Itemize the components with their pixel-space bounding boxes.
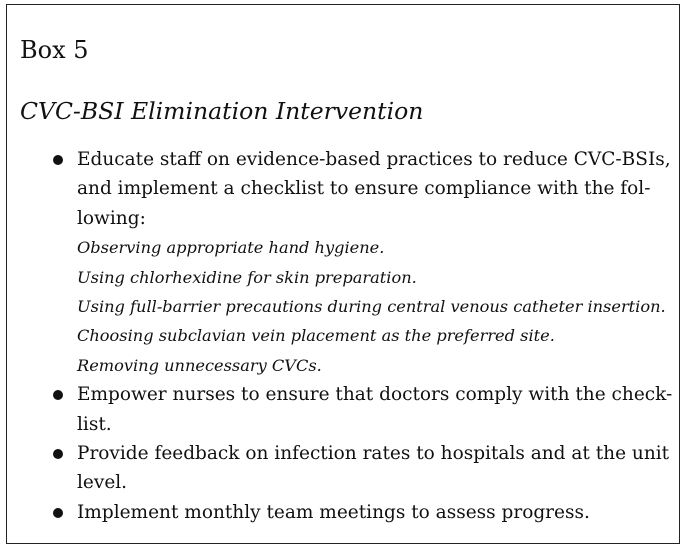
bullet-item-feedback xyxy=(7,439,677,498)
bullet-list xyxy=(7,145,677,527)
bullet-text-line: Empower nurses to ensure that doctors comply with the check- xyxy=(77,384,673,406)
bullet-text-line: level. xyxy=(77,472,128,494)
bullet-item-team-meetings xyxy=(7,498,677,527)
bullet-text-line: and implement a checklist to ensure compliance with the fol- xyxy=(77,178,651,200)
bullet-item-education xyxy=(7,145,677,380)
checklist-item-full-barrier: Using full-barrier precautions during central venous catheter insertion. xyxy=(77,297,666,317)
box-label: Box 5 xyxy=(20,36,89,64)
bullet-text-line: Implement monthly team meetings to assess progress. xyxy=(77,501,590,523)
box-title: CVC-BSI Elimination Intervention xyxy=(20,97,424,125)
bullet-dot-icon xyxy=(53,155,63,165)
checklist-items xyxy=(77,233,665,380)
bullet-text-line: Educate staff on evidence-based practices to reduce CVC-BSIs, xyxy=(77,149,671,170)
bullet-item-empower-nurses xyxy=(7,380,677,439)
checklist-item-hand-hygiene: Observing appropriate hand hygiene. xyxy=(77,238,385,258)
bullet-text-line: lowing: xyxy=(77,207,146,229)
bullet-dot-icon xyxy=(53,508,63,518)
checklist-item-chlorhexidine: Using chlorhexidine for skin preparation. xyxy=(77,267,417,287)
bullet-dot-icon xyxy=(53,390,63,400)
checklist-item-remove-cvcs: Removing unnecessary CVCs. xyxy=(77,355,322,375)
bullet-dot-icon xyxy=(53,449,63,459)
bullet-text-line: Provide feedback on infection rates to hospitals and at the unit xyxy=(77,443,670,465)
box-frame xyxy=(6,4,680,544)
bullet-text-line: list. xyxy=(77,413,112,435)
checklist-item-subclavian: Choosing subclavian vein placement as the preferred site. xyxy=(77,326,555,346)
